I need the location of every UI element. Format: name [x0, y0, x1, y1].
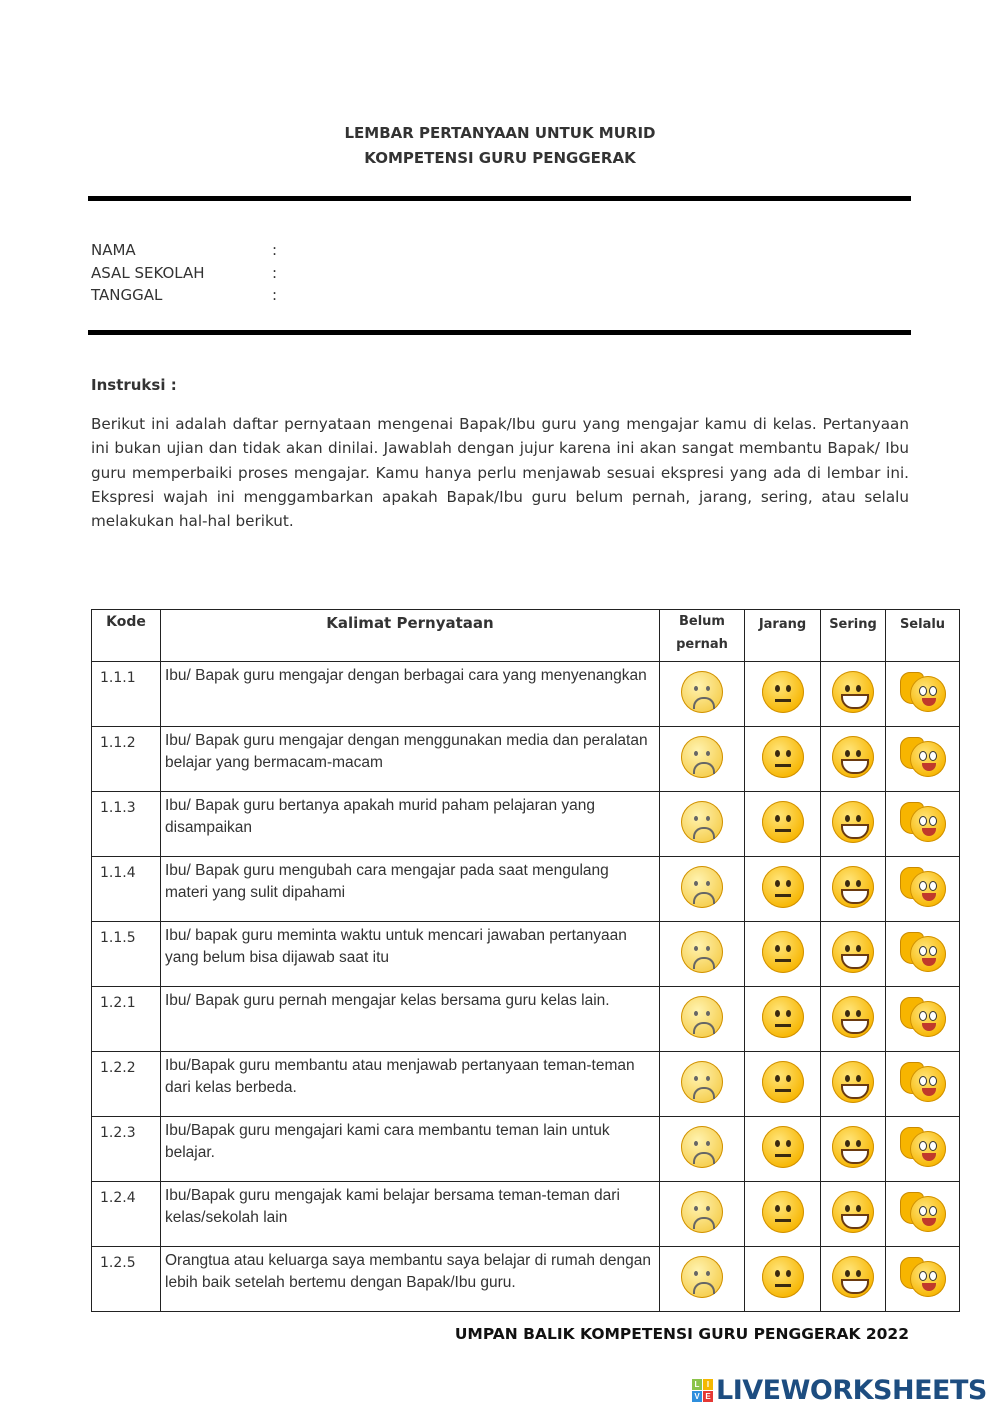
thumbs-up-face-icon[interactable]	[900, 1125, 946, 1169]
logo-text: LIVEWORKSHEETS	[716, 1375, 987, 1406]
row-statement: Ibu/ Bapak guru mengubah cara mengajar pada saat mengulang materi yang sulit dipahami	[161, 857, 660, 922]
option-sering[interactable]	[821, 662, 886, 727]
neutral-face-icon[interactable]	[762, 801, 804, 843]
option-jarang[interactable]	[745, 1052, 821, 1117]
row-statement: Ibu/ Bapak guru bertanya apakah murid paham pelajaran yang disampaikan	[161, 792, 660, 857]
header-sering: Sering	[821, 610, 886, 662]
row-kode: 1.1.1	[92, 662, 161, 727]
asal-sekolah-colon: :	[272, 264, 278, 282]
sad-face-icon[interactable]	[681, 1061, 723, 1103]
smiling-face-icon[interactable]	[832, 1061, 874, 1103]
option-sering[interactable]	[821, 922, 886, 987]
header-jarang: Jarang	[745, 610, 821, 662]
option-belum-pernah[interactable]	[660, 1117, 745, 1182]
smiling-face-icon[interactable]	[832, 996, 874, 1038]
smiling-face-icon[interactable]	[832, 671, 874, 713]
thumbs-up-face-icon[interactable]	[900, 1060, 946, 1104]
option-selalu[interactable]	[886, 727, 960, 792]
neutral-face-icon[interactable]	[762, 671, 804, 713]
row-kode: 1.2.5	[92, 1247, 161, 1312]
neutral-face-icon[interactable]	[762, 931, 804, 973]
logo-letter: V	[692, 1391, 702, 1402]
table-row	[92, 727, 960, 792]
option-sering[interactable]	[821, 857, 886, 922]
row-statement: Ibu/Bapak guru mengajak kami belajar bersama teman-teman dari kelas/sekolah lain	[161, 1182, 660, 1247]
option-jarang[interactable]	[745, 1182, 821, 1247]
option-sering[interactable]	[821, 1247, 886, 1312]
table-row	[92, 987, 960, 1052]
option-jarang[interactable]	[745, 922, 821, 987]
option-jarang[interactable]	[745, 792, 821, 857]
option-sering[interactable]	[821, 727, 886, 792]
neutral-face-icon[interactable]	[762, 996, 804, 1038]
divider	[88, 330, 911, 335]
option-jarang[interactable]	[745, 987, 821, 1052]
table-row	[92, 1052, 960, 1117]
table-row	[92, 662, 960, 727]
row-statement: Ibu/ Bapak guru mengajar dengan berbagai cara yang menyenangkan	[161, 662, 660, 727]
thumbs-up-face-icon[interactable]	[900, 995, 946, 1039]
title-line-2: KOMPETENSI GURU PENGGERAK	[364, 149, 636, 167]
smiling-face-icon[interactable]	[832, 931, 874, 973]
row-kode: 1.1.5	[92, 922, 161, 987]
thumbs-up-face-icon[interactable]	[900, 865, 946, 909]
table-row	[92, 1182, 960, 1247]
header-kalimat: Kalimat Pernyataan	[161, 610, 660, 662]
smiling-face-icon[interactable]	[832, 1256, 874, 1298]
option-jarang[interactable]	[745, 1247, 821, 1312]
table-row	[92, 1117, 960, 1182]
asal-sekolah-label: ASAL SEKOLAH	[91, 264, 205, 282]
option-belum-pernah[interactable]	[660, 857, 745, 922]
sad-face-icon[interactable]	[681, 736, 723, 778]
smiling-face-icon[interactable]	[832, 736, 874, 778]
sad-face-icon[interactable]	[681, 931, 723, 973]
thumbs-up-face-icon[interactable]	[900, 1190, 946, 1234]
sad-face-icon[interactable]	[681, 1126, 723, 1168]
thumbs-up-face-icon[interactable]	[900, 670, 946, 714]
option-belum-pernah[interactable]	[660, 1052, 745, 1117]
sad-face-icon[interactable]	[681, 671, 723, 713]
row-kode: 1.2.2	[92, 1052, 161, 1117]
header-selalu: Selalu	[886, 610, 960, 662]
sad-face-icon[interactable]	[681, 801, 723, 843]
thumbs-up-face-icon[interactable]	[900, 1255, 946, 1299]
row-kode: 1.1.3	[92, 792, 161, 857]
option-belum-pernah[interactable]	[660, 727, 745, 792]
option-jarang[interactable]	[745, 857, 821, 922]
option-belum-pernah[interactable]	[660, 987, 745, 1052]
neutral-face-icon[interactable]	[762, 1256, 804, 1298]
option-selalu[interactable]	[886, 1182, 960, 1247]
option-selalu[interactable]	[886, 987, 960, 1052]
thumbs-up-face-icon[interactable]	[900, 800, 946, 844]
statement-table	[91, 609, 960, 1312]
option-sering[interactable]	[821, 1117, 886, 1182]
instructions-body: Berikut ini adalah daftar pernyataan mengenai Bapak/Ibu guru yang mengajar kamu di kelas. Pertanyaan ini bukan ujian dan tidak akan dinilai. Jawablah dengan jujur karena ini akan sangat membantu Bapak/ Ibu guru memperbaiki proses mengajar. Kamu hanya perlu menjawab sesuai ekspresi yang ada di lembar ini. Ekspresi wajah ini menggambarkan apakah Bapak/Ibu guru belum pernah, jarang, sering, atau selalu melakukan hal-hal berikut.	[91, 415, 909, 531]
row-statement: Ibu/ Bapak guru pernah mengajar kelas bersama guru kelas lain.	[161, 987, 660, 1052]
option-sering[interactable]	[821, 987, 886, 1052]
tanggal-label: TANGGAL	[91, 286, 163, 304]
option-selalu[interactable]	[886, 857, 960, 922]
liveworksheets-logo[interactable]	[692, 1375, 987, 1406]
neutral-face-icon[interactable]	[762, 1061, 804, 1103]
table-row	[92, 857, 960, 922]
instructions-heading: Instruksi :	[91, 376, 177, 394]
thumbs-up-face-icon[interactable]	[900, 930, 946, 974]
sad-face-icon[interactable]	[681, 1256, 723, 1298]
row-kode: 1.1.4	[92, 857, 161, 922]
option-selalu[interactable]	[886, 1247, 960, 1312]
smiling-face-icon[interactable]	[832, 1126, 874, 1168]
divider	[88, 196, 911, 201]
logo-letter: L	[692, 1379, 702, 1390]
option-selalu[interactable]	[886, 922, 960, 987]
option-selalu[interactable]	[886, 1117, 960, 1182]
header-belum-pernah: Belum pernah	[660, 610, 745, 662]
table-row	[92, 1247, 960, 1312]
option-sering[interactable]	[821, 1182, 886, 1247]
option-sering[interactable]	[821, 792, 886, 857]
neutral-face-icon[interactable]	[762, 736, 804, 778]
option-selalu[interactable]	[886, 1052, 960, 1117]
option-jarang[interactable]	[745, 1117, 821, 1182]
header-kode: Kode	[92, 610, 161, 662]
option-belum-pernah[interactable]	[660, 1182, 745, 1247]
sad-face-icon[interactable]	[681, 1191, 723, 1233]
option-belum-pernah[interactable]	[660, 1247, 745, 1312]
row-kode: 1.2.4	[92, 1182, 161, 1247]
sad-face-icon[interactable]	[681, 996, 723, 1038]
smiling-face-icon[interactable]	[832, 801, 874, 843]
sad-face-icon[interactable]	[681, 866, 723, 908]
row-statement: Ibu/ Bapak guru mengajar dengan menggunakan media dan peralatan belajar yang bermacam-macam	[161, 727, 660, 792]
row-statement: Orangtua atau keluarga saya membantu saya belajar di rumah dengan lebih baik setelah bertemu dengan Bapak/Ibu guru.	[161, 1247, 660, 1312]
table-row	[92, 922, 960, 987]
logo-letter: E	[703, 1391, 713, 1402]
thumbs-up-face-icon[interactable]	[900, 735, 946, 779]
row-kode: 1.2.3	[92, 1117, 161, 1182]
logo-letter: I	[703, 1379, 713, 1390]
nama-colon: :	[272, 241, 278, 259]
option-belum-pernah[interactable]	[660, 792, 745, 857]
row-statement: Ibu/ bapak guru meminta waktu untuk mencari jawaban pertanyaan yang belum bisa dijawab saat itu	[161, 922, 660, 987]
neutral-face-icon[interactable]	[762, 1126, 804, 1168]
title-line-1: LEMBAR PERTANYAAN UNTUK MURID	[344, 124, 656, 142]
row-statement: Ibu/Bapak guru mengajari kami cara membantu teman lain untuk belajar.	[161, 1117, 660, 1182]
row-statement: Ibu/Bapak guru membantu atau menjawab pertanyaan teman-teman dari kelas berbeda.	[161, 1052, 660, 1117]
option-jarang[interactable]	[745, 662, 821, 727]
tanggal-colon: :	[272, 286, 278, 304]
neutral-face-icon[interactable]	[762, 866, 804, 908]
option-belum-pernah[interactable]	[660, 662, 745, 727]
option-selalu[interactable]	[886, 792, 960, 857]
footer-text: UMPAN BALIK KOMPETENSI GURU PENGGERAK 2022	[454, 1325, 909, 1343]
row-kode: 1.2.1	[92, 987, 161, 1052]
option-jarang[interactable]	[745, 727, 821, 792]
option-selalu[interactable]	[886, 662, 960, 727]
smiling-face-icon[interactable]	[832, 1191, 874, 1233]
logo-mark-icon	[692, 1379, 713, 1402]
nama-label: NAMA	[91, 241, 136, 259]
smiling-face-icon[interactable]	[832, 866, 874, 908]
neutral-face-icon[interactable]	[762, 1191, 804, 1233]
option-belum-pernah[interactable]	[660, 922, 745, 987]
option-sering[interactable]	[821, 1052, 886, 1117]
table-row	[92, 792, 960, 857]
row-kode: 1.1.2	[92, 727, 161, 792]
